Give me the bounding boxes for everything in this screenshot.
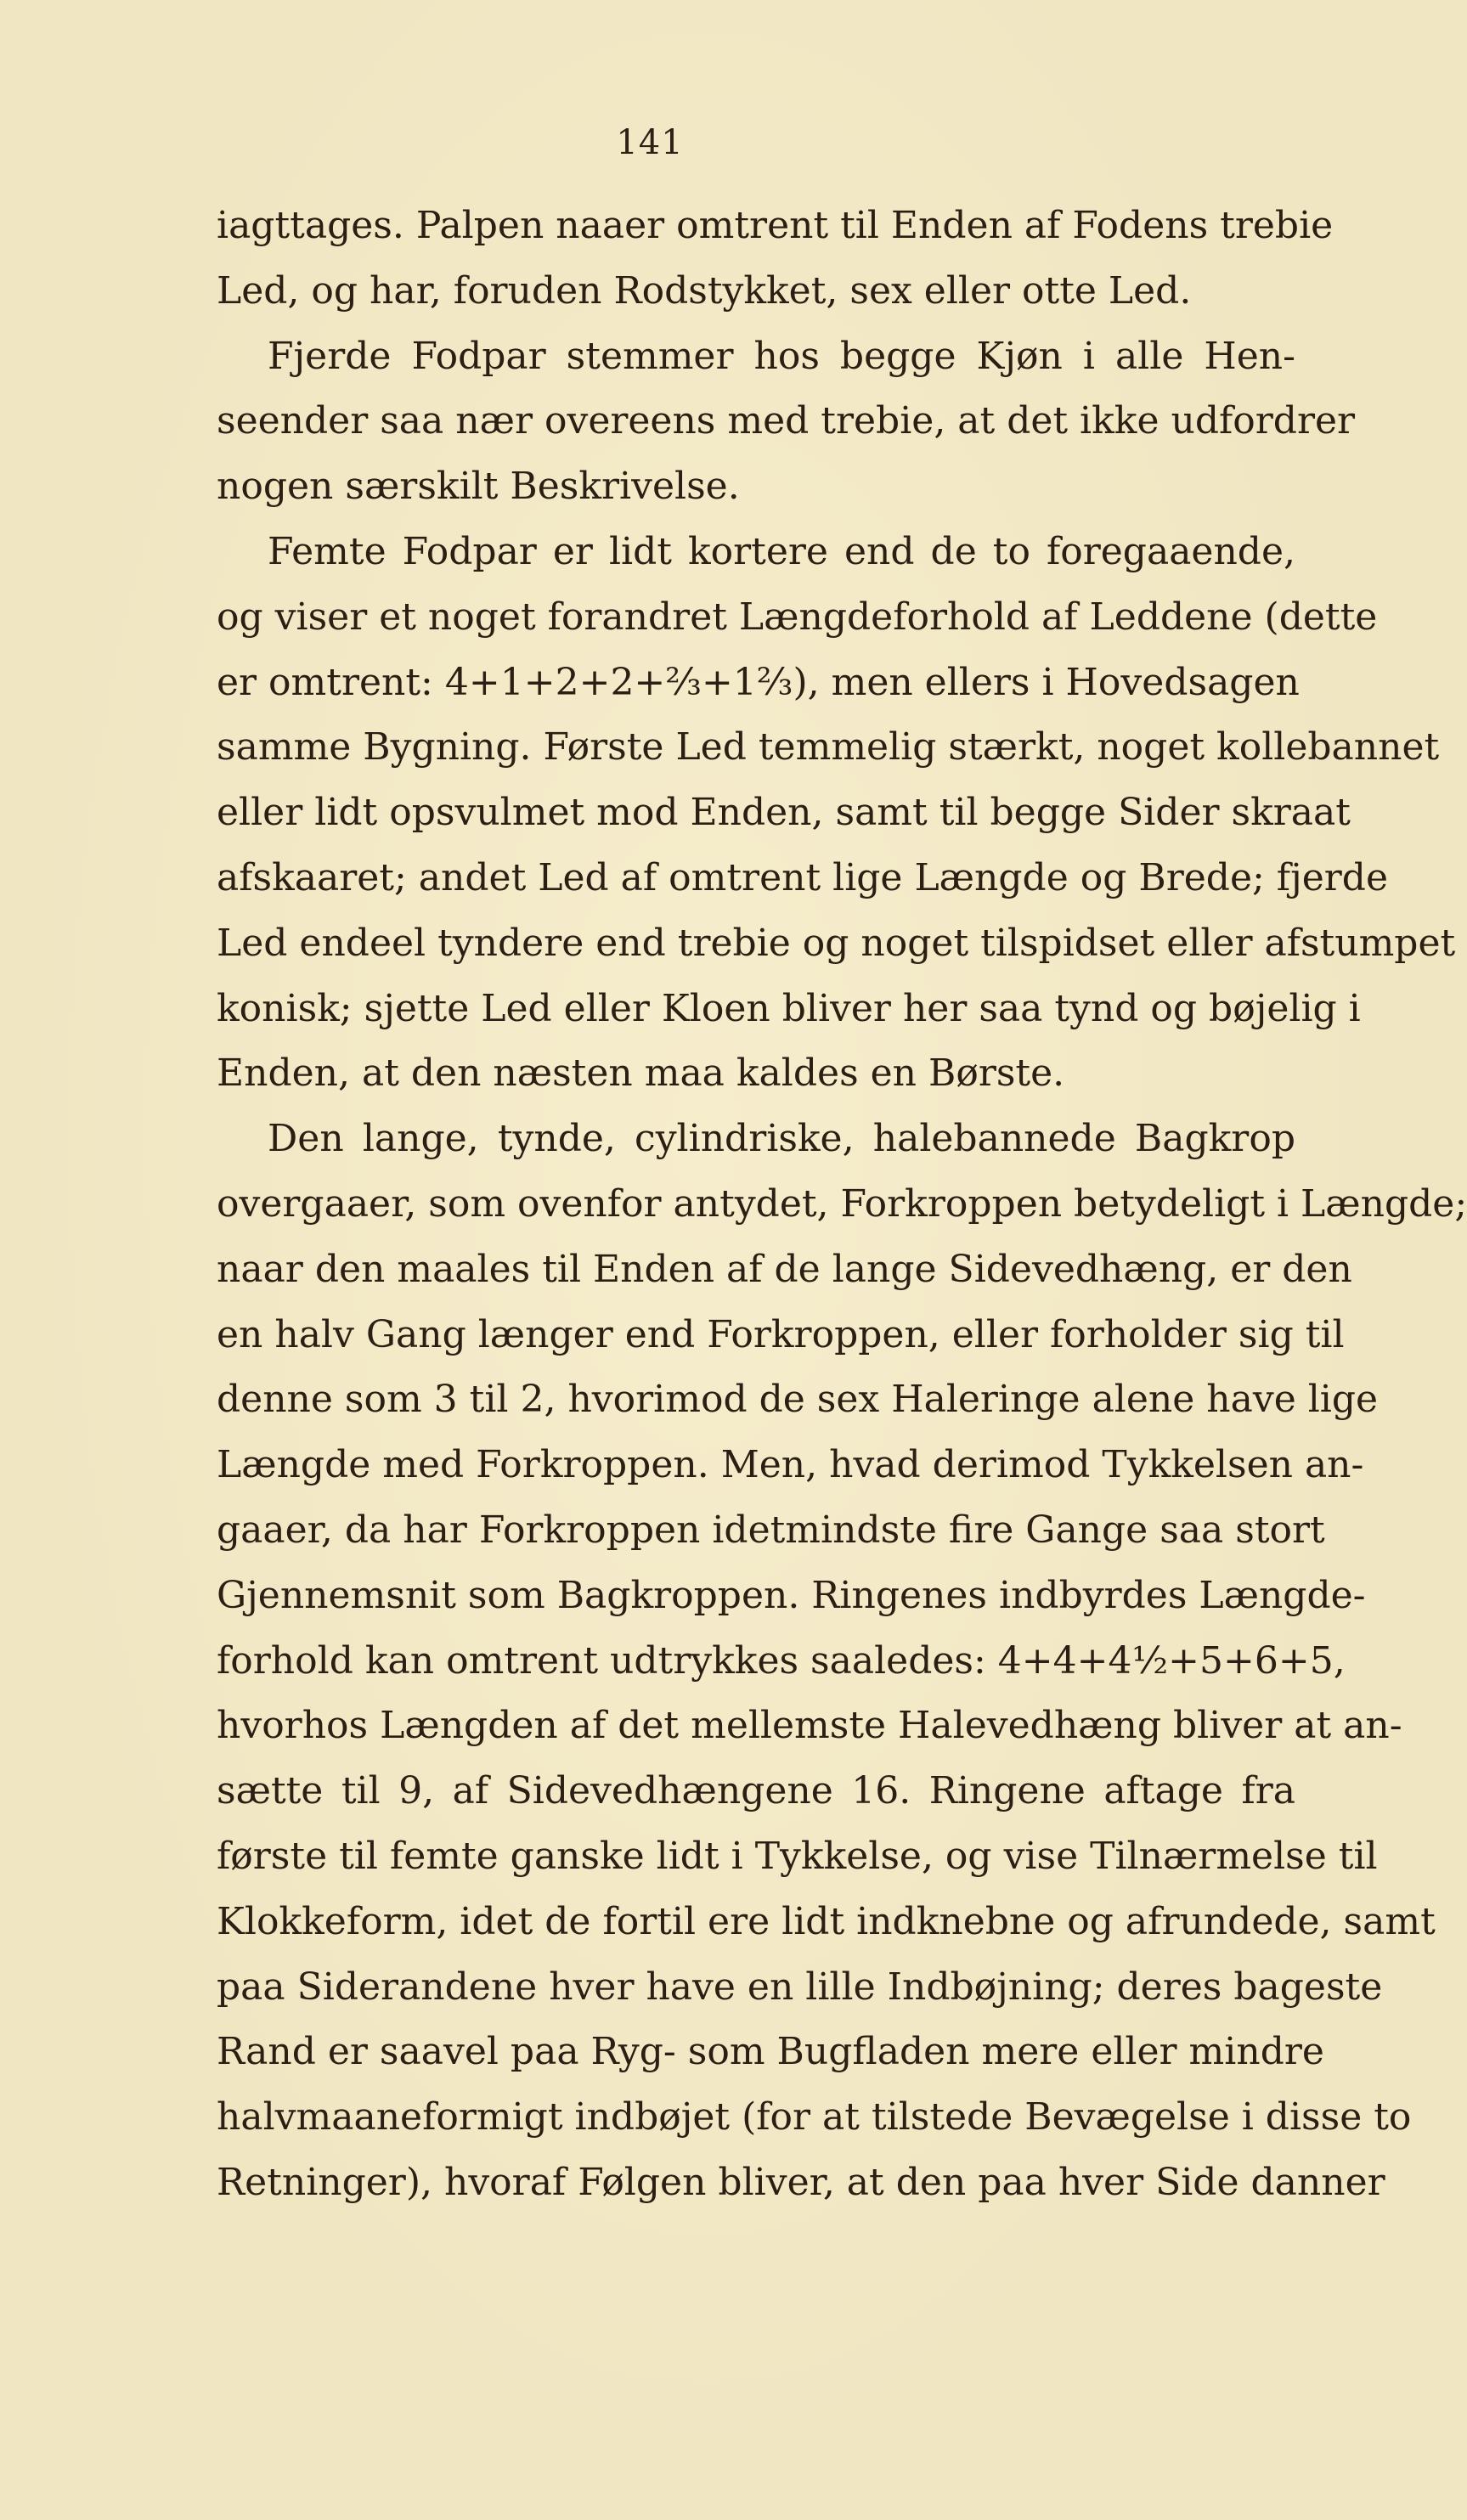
text-line: første til femte ganske lidt i Tykkelse, og vise Tilnærmelse til	[217, 1834, 1378, 1878]
text-line: eller lidt opsvulmet mod Enden, samt til begge Sider skraat	[217, 791, 1351, 835]
text-line: Enden, at den næsten maa kaldes en Børste.	[217, 1051, 1065, 1096]
text-line: er omtrent: 4+1+2+2+⅔+1⅔), men ellers i Hovedsagen	[217, 660, 1300, 704]
text-line: sætte til 9, af Sidevedhængene 16. Ringene aftage fra	[217, 1769, 1295, 1813]
text-line: overgaaer, som ovenfor antydet, Forkroppen betydeligt i Længde;	[217, 1181, 1467, 1226]
text-line: Led endeel tyndere end trebie og noget tilspidset eller afstumpet	[217, 921, 1456, 965]
page-number: 141	[616, 123, 684, 162]
text-line: Rand er saavel paa Ryg- som Bugfladen mere eller mindre	[217, 2030, 1324, 2074]
text-line: konisk; sjette Led eller Kloen bliver her saa tynd og bøjelig i	[217, 986, 1361, 1030]
text-line: en halv Gang længer end Forkroppen, eller forholder sig til	[217, 1312, 1345, 1356]
text-line: denne som 3 til 2, hvorimod de sex Haleringe alene have lige	[217, 1378, 1379, 1422]
text-line: gaaer, da har Forkroppen idetmindste fire Gange saa stort	[217, 1508, 1325, 1552]
text-line: og viser et noget forandret Længdeforhold af Leddene (dette	[217, 595, 1378, 639]
text-line: naar den maales til Enden af de lange Sidevedhæng, er den	[217, 1247, 1352, 1291]
text-line: Led, og har, foruden Rodstykket, sex eller otte Led.	[217, 268, 1192, 313]
text-line: seender saa nær overeens med trebie, at det ikke udfordrer	[217, 399, 1356, 443]
text-line: Gjennemsnit som Bagkroppen. Ringenes indbyrdes Længde-	[217, 1573, 1366, 1617]
text-line: Femte Fodpar er lidt kortere end de to foregaaende,	[268, 529, 1295, 573]
text-line: afskaaret; andet Led af omtrent lige Længde og Brede; fjerde	[217, 855, 1388, 899]
text-line: Klokkeform, idet de fortil ere lidt indknebne og afrundede, samt	[217, 1899, 1436, 1943]
text-line: Længde med Forkroppen. Men, hvad derimod Tykkelsen an-	[217, 1443, 1364, 1487]
text-line: Den lange, tynde, cylindriske, halebannede Bagkrop	[268, 1117, 1295, 1161]
text-line: hvorhos Længden af det mellemste Halevedhæng bliver at an-	[217, 1704, 1402, 1748]
body-text	[217, 194, 1467, 2216]
text-line: samme Bygning. Første Led temmelig stærkt, noget kollebannet	[217, 725, 1440, 770]
text-line: Retninger), hvoraf Følgen bliver, at den paa hver Side danner	[217, 2160, 1385, 2204]
text-line: halvmaaneformigt indbøjet (for at tilstede Bevægelse i disse to	[217, 2095, 1412, 2139]
text-line: paa Siderandene hver have en lille Indbøjning; deres bageste	[217, 1965, 1383, 2009]
text-line: Fjerde Fodpar stemmer hos begge Kjøn i alle Hen-	[268, 334, 1295, 378]
text-line: iagttages. Palpen naaer omtrent til Enden af Fodens trebie	[217, 204, 1334, 247]
text-line: forhold kan omtrent udtrykkes saaledes: 4+4+4½+5+6+5,	[217, 1638, 1346, 1683]
text-line: nogen særskilt Beskrivelse.	[217, 465, 740, 509]
